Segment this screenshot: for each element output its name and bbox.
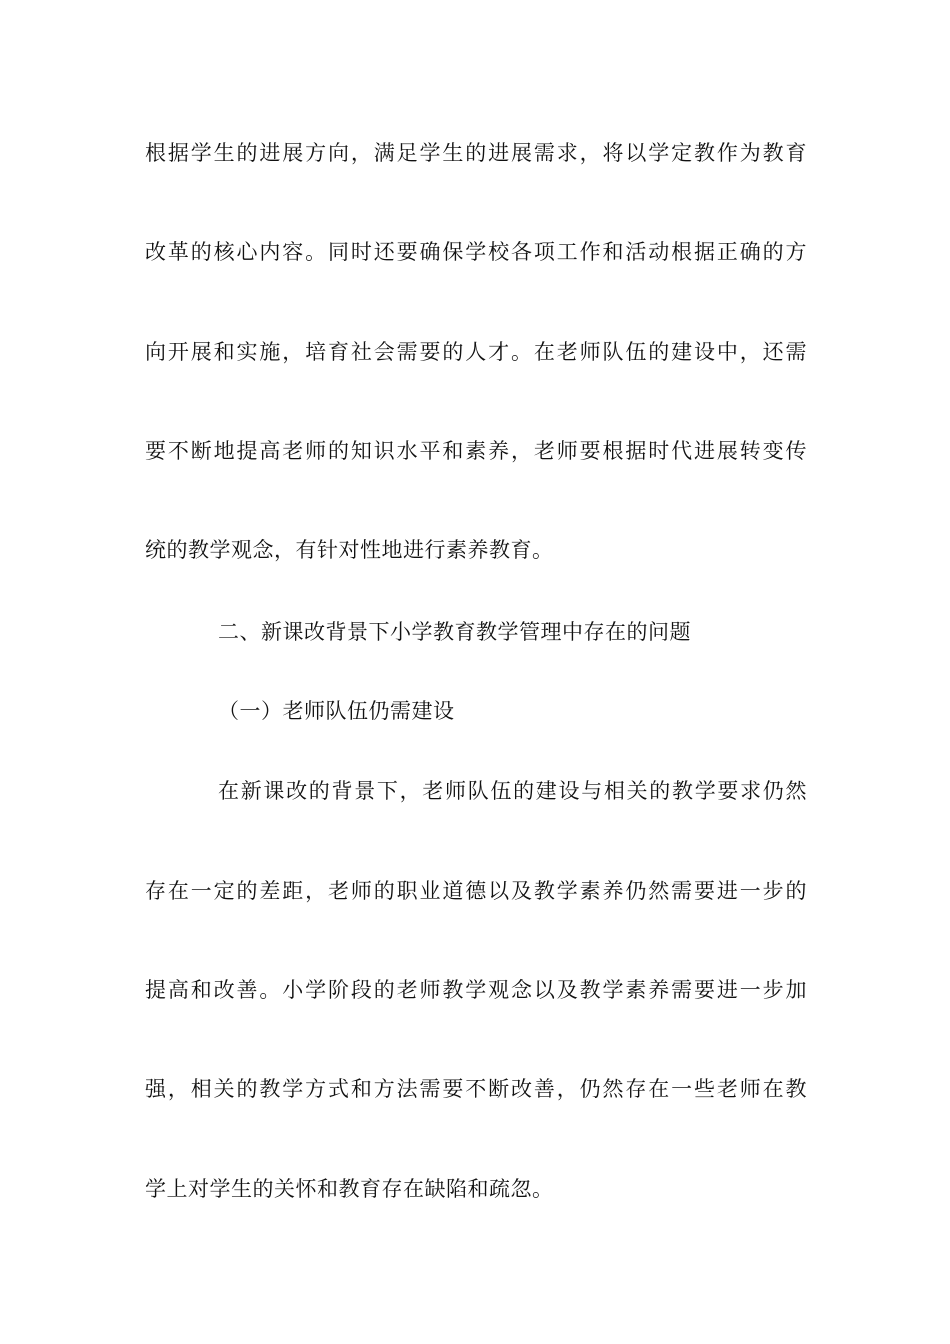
paragraph-2-line-2: 存在一定的差距，老师的职业道德以及教学素养仍然需要进一步的 bbox=[145, 879, 807, 903]
paragraph-2-line-1: 在新课改的背景下，老师队伍的建设与相关的教学要求仍然 bbox=[218, 779, 807, 803]
section-heading: 二、新课改背景下小学教育教学管理中存在的问题 bbox=[218, 620, 691, 644]
paragraph-1-line-3: 向开展和实施，培育社会需要的人才。在老师队伍的建设中，还需 bbox=[145, 340, 807, 364]
paragraph-2-line-4: 强，相关的教学方式和方法需要不断改善，仍然存在一些老师在教 bbox=[145, 1077, 807, 1101]
paragraph-1-line-5: 统的教学观念，有针对性地进行素养教育。 bbox=[145, 538, 554, 562]
paragraph-1-line-1: 根据学生的进展方向，满足学生的进展需求，将以学定教作为教育 bbox=[145, 141, 807, 165]
paragraph-2-line-3: 提高和改善。小学阶段的老师教学观念以及教学素养需要进一步加 bbox=[145, 978, 807, 1002]
paragraph-1-line-2: 改革的核心内容。同时还要确保学校各项工作和活动根据正确的方 bbox=[145, 240, 807, 264]
paragraph-2-line-5: 学上对学生的关怀和教育存在缺陷和疏忽。 bbox=[145, 1177, 554, 1201]
paragraph-1-line-4: 要不断地提高老师的知识水平和素养，老师要根据时代进展转变传 bbox=[145, 439, 807, 463]
subsection-heading: （一）老师队伍仍需建设 bbox=[218, 699, 455, 723]
